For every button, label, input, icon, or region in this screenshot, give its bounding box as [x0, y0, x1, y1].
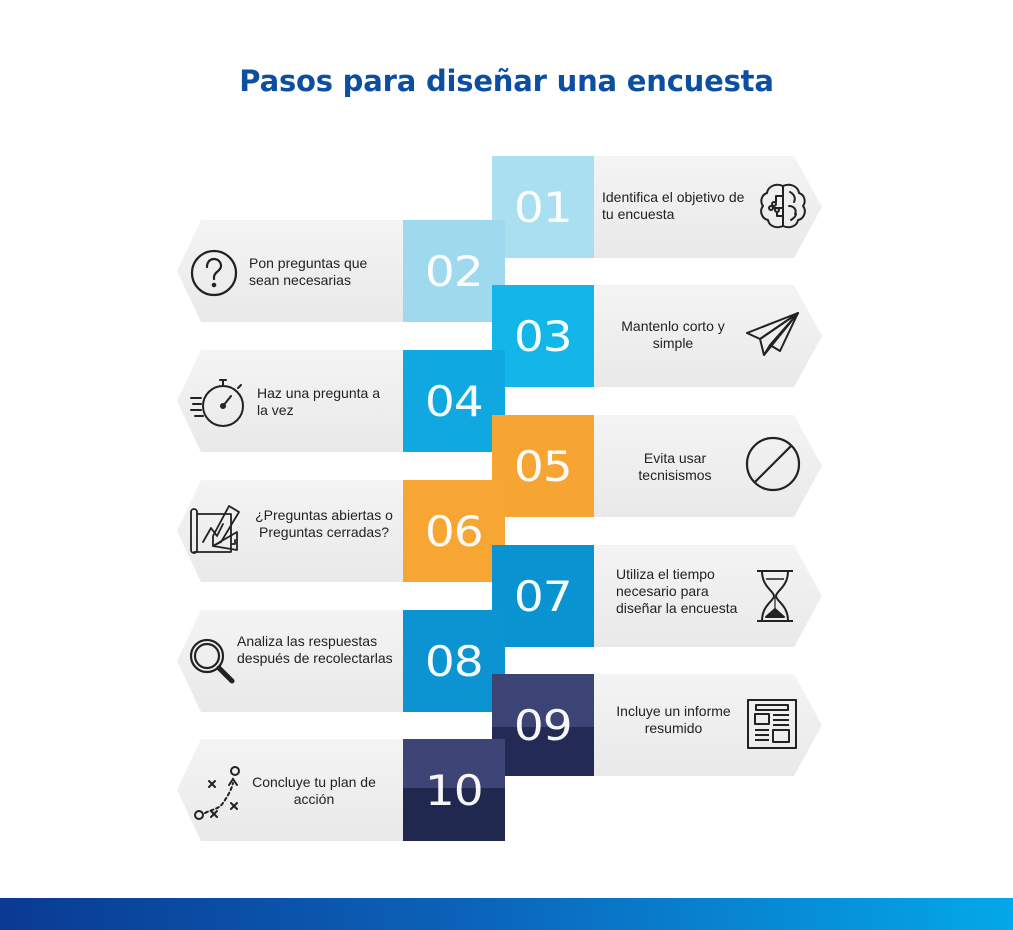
question-mark-icon: [189, 248, 239, 298]
prohibited-icon: [744, 435, 802, 493]
strategy-play-icon: [191, 763, 247, 823]
step-number: 03: [492, 285, 594, 387]
step-number: 09: [492, 674, 594, 776]
blueprint-pencil-icon: [187, 502, 247, 560]
step-number: 06: [403, 480, 505, 582]
step-number: 05: [492, 415, 594, 517]
newspaper-icon: [744, 696, 800, 752]
step-number: 01: [492, 156, 594, 258]
hourglass-icon: [754, 567, 796, 625]
step-text: Identifica el objetivo de tu encuesta: [602, 189, 745, 222]
stopwatch-icon: [189, 374, 247, 432]
step-number: 08: [403, 610, 505, 712]
step-text: Incluye un informe resumido: [616, 703, 731, 736]
step-number: 10: [403, 739, 505, 841]
footer-gradient-bar: [0, 898, 1013, 930]
step-text: ¿Preguntas abiertas o Preguntas cerradas?: [255, 507, 393, 540]
step-text: Utiliza el tiempo necesario para diseñar la encuesta: [616, 566, 738, 616]
step-number: 02: [403, 220, 505, 322]
step-number: 07: [492, 545, 594, 647]
step-text: Mantenlo corto y simple: [621, 318, 725, 351]
step-text: Haz una pregunta a la vez: [257, 385, 380, 418]
step-number: 04: [403, 350, 505, 452]
step-text: Analiza las respuestas después de recolectarlas: [237, 633, 393, 666]
step-text: Concluye tu plan de acción: [252, 774, 376, 807]
page-title: Pasos para diseñar una encuesta: [239, 64, 774, 98]
step-text: Evita usar tecnisismos: [638, 450, 712, 483]
step-text: Pon preguntas que sean necesarias: [249, 255, 368, 288]
paper-plane-icon: [744, 311, 802, 359]
magnifier-icon: [187, 636, 237, 686]
brain-circuit-icon: [756, 180, 810, 234]
